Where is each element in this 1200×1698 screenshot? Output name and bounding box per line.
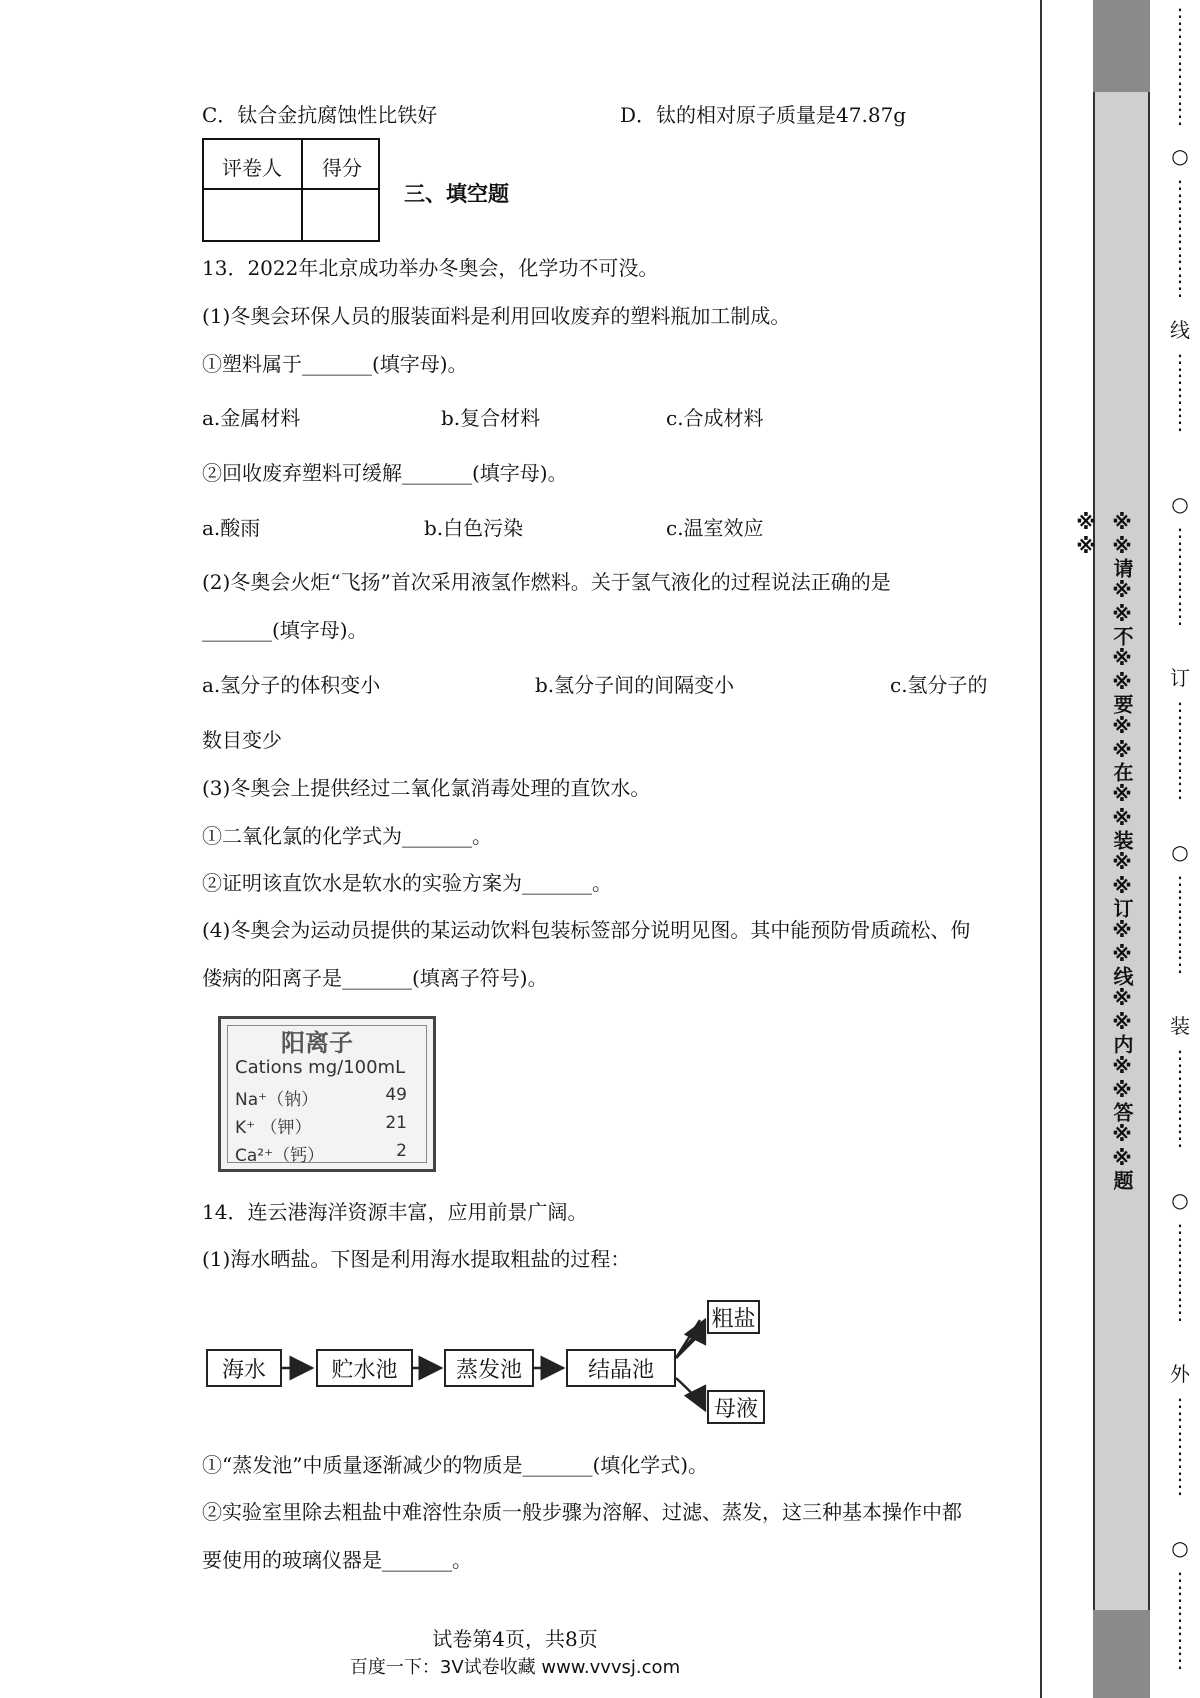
binding-mark-order: 订 [1170, 666, 1190, 690]
q13-p2-opt-a: a.氢分子的体积变小 [202, 673, 381, 697]
circle-icon: ○ [1171, 1536, 1189, 1560]
q13-part3-1: ①二氧化氯的化学式为_______。 [202, 824, 492, 848]
q13-part4-line2: 偻病的阳离子是_______(填离子符号)。 [202, 966, 548, 990]
q13-part3-2: ②证明该直饮水是软水的实验方案为_______。 [202, 871, 612, 895]
q14-part1-2-line1: ②实验室里除去粗盐中难溶性杂质一般步骤为溶解、过滤、蒸发，这三种基本操作中都 [202, 1500, 962, 1524]
q14-stem: 14．连云港海洋资源丰富，应用前景广阔。 [202, 1200, 588, 1224]
cation-label-title: 阳离子 [281, 1029, 353, 1057]
grader-header: 评卷人 [222, 156, 282, 180]
q13-stem: 13．2022年北京成功举办冬奥会，化学功不可没。 [202, 256, 659, 280]
flow-seawater: 海水 [206, 1349, 282, 1387]
q13-part1: (1)冬奥会环保人员的服装面料是利用回收废弃的塑料瓶加工制成。 [202, 304, 791, 328]
source-footer: 百度一下：3V试卷收藏 www.vvvsj.com [349, 1657, 681, 1678]
q13-part1-1: ①塑料属于_______(填字母)。 [202, 352, 468, 376]
circle-icon: ○ [1171, 144, 1189, 168]
arrow-icon [676, 1320, 705, 1358]
cation-ion: Ca²⁺（钙） [235, 1146, 325, 1166]
cation-label-unit: Cations mg/100mL [235, 1057, 406, 1078]
flow-crystallization-pool: 结晶池 [566, 1349, 676, 1387]
circle-icon: ○ [1171, 492, 1189, 516]
binding-mark-line: 线 [1170, 318, 1190, 342]
flow-evaporation-pool: 蒸发池 [444, 1349, 534, 1387]
cation-ion: Na⁺（钠） [235, 1090, 319, 1110]
arrow-icon [676, 1378, 705, 1410]
circle-icon: ○ [1171, 840, 1189, 864]
binding-warning: ※※请※※不※※要※※在※※装※※订※※线※※内※※答※※题※※ [1074, 510, 1134, 1190]
option-c: C．钛合金抗腐蚀性比铁好 [202, 103, 438, 127]
binding-dotted-line: ⋮ ⋮ ⋮ ⋮ ⋮ ⋮ ○ ⋮ ⋮ ⋮ ⋮ ⋮ ⋮ 线 ⋮ ⋮ ⋮ ⋮ ○ ⋮ ⋮ ⋮ ⋮ ⋮ 订 ⋮ ⋮ ⋮ ⋮ ⋮ ○ ⋮ ⋮ ⋮ ⋮ ⋮ 装 ⋮ ⋮ ⋮ ⋮ ⋮ ○ ⋮ ⋮ ⋮ ⋮ ⋮ 外 ⋮ ⋮ ⋮ ⋮ ⋮ ○ ⋮ ⋮ ⋮ ⋮ ⋮ [1170, 4, 1190, 1672]
q13-part2-line1: (2)冬奥会火炬“飞扬”首次采用液氢作燃料。关于氢气液化的过程说法正确的是 [202, 570, 891, 594]
option-d: D．钛的相对原子质量是47.87g [620, 103, 907, 127]
q14-part1-2-line2: 要使用的玻璃仪器是_______。 [202, 1548, 472, 1572]
q13-p2-opt-b: b.氢分子间的间隔变小 [535, 673, 735, 697]
q13-part4-line1: (4)冬奥会为运动员提供的某运动饮料包装标签部分说明见图。其中能预防骨质疏松、佝 [202, 918, 971, 942]
q13-part2-line2: _______(填字母)。 [202, 618, 368, 642]
q13-p2-opt-c: c.氢分子的 [890, 673, 988, 697]
binding-mark-outer: 外 [1170, 1362, 1190, 1386]
q13-part1-2: ②回收废弃塑料可缓解_______(填字母)。 [202, 461, 568, 485]
score-header: 得分 [322, 156, 362, 180]
q13-p1-2-opt-b: b.白色污染 [424, 516, 524, 540]
cation-value: 2 [396, 1141, 407, 1161]
q13-p1-1-opt-a: a.金属材料 [202, 406, 301, 430]
q14-part1-1: ①“蒸发池”中质量逐渐减少的物质是_______(填化学式)。 [202, 1453, 709, 1477]
q14-part1: (1)海水晒盐。下图是利用海水提取粗盐的过程： [202, 1247, 631, 1271]
section-title: 三、填空题 [404, 181, 509, 206]
q13-p1-2-opt-c: c.温室效应 [666, 516, 764, 540]
q13-part3: (3)冬奥会上提供经过二氧化氯消毒处理的直饮水。 [202, 776, 651, 800]
binding-mark-bind: 装 [1170, 1014, 1190, 1038]
circle-icon: ○ [1171, 1188, 1189, 1212]
q13-p1-1-opt-c: c.合成材料 [666, 406, 764, 430]
q13-p1-2-opt-a: a.酸雨 [202, 516, 261, 540]
flow-crude-salt: 粗盐 [707, 1300, 760, 1334]
cation-ion: K⁺ （钾） [235, 1118, 312, 1138]
flow-storage-pool: 贮水池 [316, 1349, 413, 1387]
cation-value: 49 [385, 1085, 407, 1105]
flow-mother-liquor: 母液 [707, 1390, 765, 1424]
q13-p2-opt-c-cont: 数目变少 [202, 728, 282, 752]
page-number: 试卷第4页，共8页 [432, 1627, 598, 1651]
q13-p1-1-opt-b: b.复合材料 [441, 406, 541, 430]
cation-value: 21 [385, 1113, 407, 1133]
